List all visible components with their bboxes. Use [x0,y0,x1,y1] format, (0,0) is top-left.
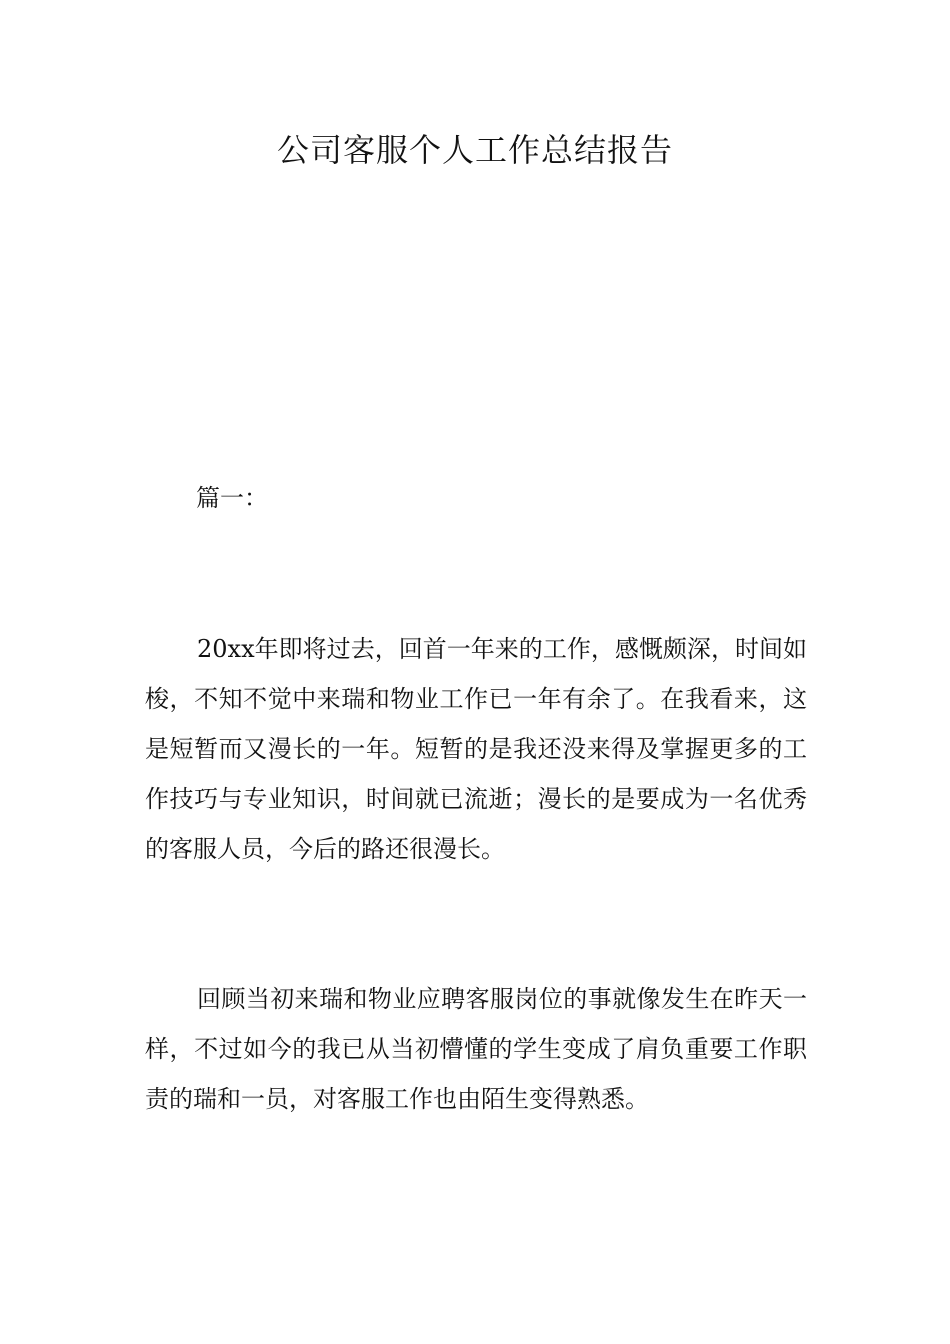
section-label: 篇一： [196,484,268,512]
body-paragraph-1: 20xx年即将过去，回首一年来的工作，感慨颇深，时间如梭，不知不觉中来瑞和物业工作已一年有余了。在我看来，这是短暂而又漫长的一年。短暂的是我还没来得及掌握更多的工作技巧与专业知识，时间就已流逝；漫长的是要成为一名优秀的客服人员，今后的路还很漫长。 [145,635,807,863]
document-title: 公司客服个人工作总结报告 [276,131,673,169]
body-paragraph-2: 回顾当初来瑞和物业应聘客服岗位的事就像发生在昨天一样，不过如今的我已从当初懵懂的学生变成了肩负重要工作职责的瑞和一员，对客服工作也由陌生变得熟悉。 [145,985,807,1113]
